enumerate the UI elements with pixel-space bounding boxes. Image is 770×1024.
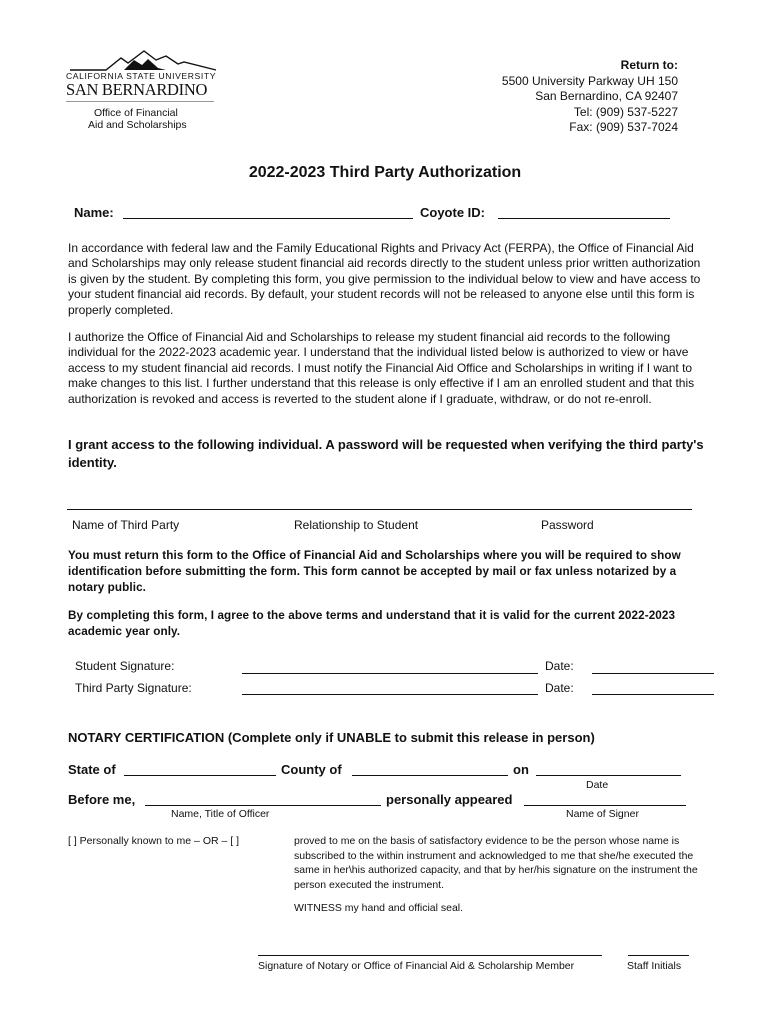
county-label: County of [281, 762, 342, 777]
on-label: on [513, 762, 529, 777]
personally-known-option[interactable]: [ ] Personally known to me – OR – [ ] [68, 835, 239, 847]
notary-signature-caption: Signature of Notary or Office of Financial Aid & Scholarship Member [258, 960, 575, 972]
student-signature-line[interactable] [242, 673, 538, 674]
coyote-id-field-line[interactable] [498, 218, 670, 219]
student-date-line[interactable] [592, 673, 714, 674]
state-field-line[interactable] [124, 775, 276, 776]
staff-initials-caption: Staff Initials [627, 960, 682, 972]
third-party-name-label: Name of Third Party [72, 518, 180, 532]
password-label: Password [541, 518, 594, 532]
return-line: Fax: (909) 537-7024 [569, 120, 678, 134]
grant-heading: I grant access to the following individual. A password will be requested when verifying the third party's identity. [68, 437, 704, 470]
on-date-field-line[interactable] [536, 775, 681, 776]
signer-field-line[interactable] [524, 805, 686, 806]
name-field-line[interactable] [123, 218, 413, 219]
notary-heading: NOTARY CERTIFICATION (Complete only if UNABLE to submit this release in person) [68, 730, 595, 745]
terms-notice: By completing this form, I agree to the above terms and understand that it is valid for the current 2022-2023 academic year only. [68, 609, 676, 638]
witness-statement: WITNESS my hand and official seal. [294, 902, 464, 914]
university-logo [66, 46, 221, 134]
ferpa-paragraph: In accordance with federal law and the Family Educational Rights and Privacy Act (FERPA), the Office of Financial Aid and Scholarships may only release student financial aid records directly to the student unless prior written authorization is given by the student. By completing this form, you give permission to the individual below to view and have access to your student financial aid records. By default, your student records will not be released to anyone else until this form is properly completed. [68, 241, 701, 317]
return-heading: Return to: [620, 58, 678, 72]
name-label: Name: [74, 205, 114, 220]
personally-appeared-label: personally appeared [386, 792, 513, 807]
third-party-date-label: Date: [545, 681, 574, 695]
date-caption: Date [586, 779, 609, 791]
officer-field-line[interactable] [145, 805, 381, 806]
return-line: 5500 University Parkway UH 150 [501, 73, 678, 88]
logo-office-line2: Aid and Scholarships [88, 119, 187, 131]
return-address [418, 58, 678, 136]
logo-office-line1: Office of Financial [94, 107, 178, 119]
return-notice: You must return this form to the Office of Financial Aid and Scholarships where you will be required to show identification before submitting the form. This form cannot be accepted by mail or fax unless notarized by a notary public. [68, 549, 681, 594]
county-field-line[interactable] [352, 775, 508, 776]
form-title: 2022-2023 Third Party Authorization [248, 164, 522, 181]
logo-campus-line: SAN BERNARDINO [66, 80, 208, 99]
coyote-id-label: Coyote ID: [420, 205, 485, 220]
signer-caption: Name of Signer [566, 808, 639, 820]
return-line: San Bernardino, CA 92407 [535, 89, 678, 103]
third-party-signature-label: Third Party Signature: [75, 681, 192, 695]
student-signature-label: Student Signature: [75, 659, 175, 673]
relationship-label: Relationship to Student [294, 518, 419, 532]
before-me-label: Before me, [68, 792, 136, 807]
third-party-date-line[interactable] [592, 694, 714, 695]
logo-rule [66, 101, 214, 102]
logo-university-line: CALIFORNIA STATE UNIVERSITY [66, 71, 217, 81]
officer-caption: Name, Title of Officer [171, 808, 270, 820]
return-line: Tel: (909) 537-5227 [573, 104, 678, 119]
third-party-field-line[interactable] [67, 509, 692, 510]
proved-statement: proved to me on the basis of satisfactory evidence to be the person whose name is subscribed to the within instrument and acknowledged to me that she/he executed the same in her\his authorized capacity, and that by her/his signature on the instrument the person executed the instrument. [294, 835, 698, 891]
staff-initials-line[interactable] [628, 955, 689, 956]
authorization-paragraph: I authorize the Office of Financial Aid and Scholarships to release my student financial aid records to the following individual for the 2022-2023 academic year. I understand that the individual listed below is authorized to view or have access to my student financial aid records. I must notify the Financial Aid Office and Scholarships in writing if I want to make changes to this list. I further understand that this release is only effective if I am an enrolled student and that this authorization is revoked and access is reverted to the student alone if I graduate, withdraw, or do not re-enroll. [68, 330, 695, 406]
notary-signature-line[interactable] [258, 955, 602, 956]
mountain-logo-icon [66, 46, 221, 74]
third-party-signature-line[interactable] [242, 694, 538, 695]
state-label: State of [68, 762, 116, 777]
student-date-label: Date: [545, 659, 574, 673]
